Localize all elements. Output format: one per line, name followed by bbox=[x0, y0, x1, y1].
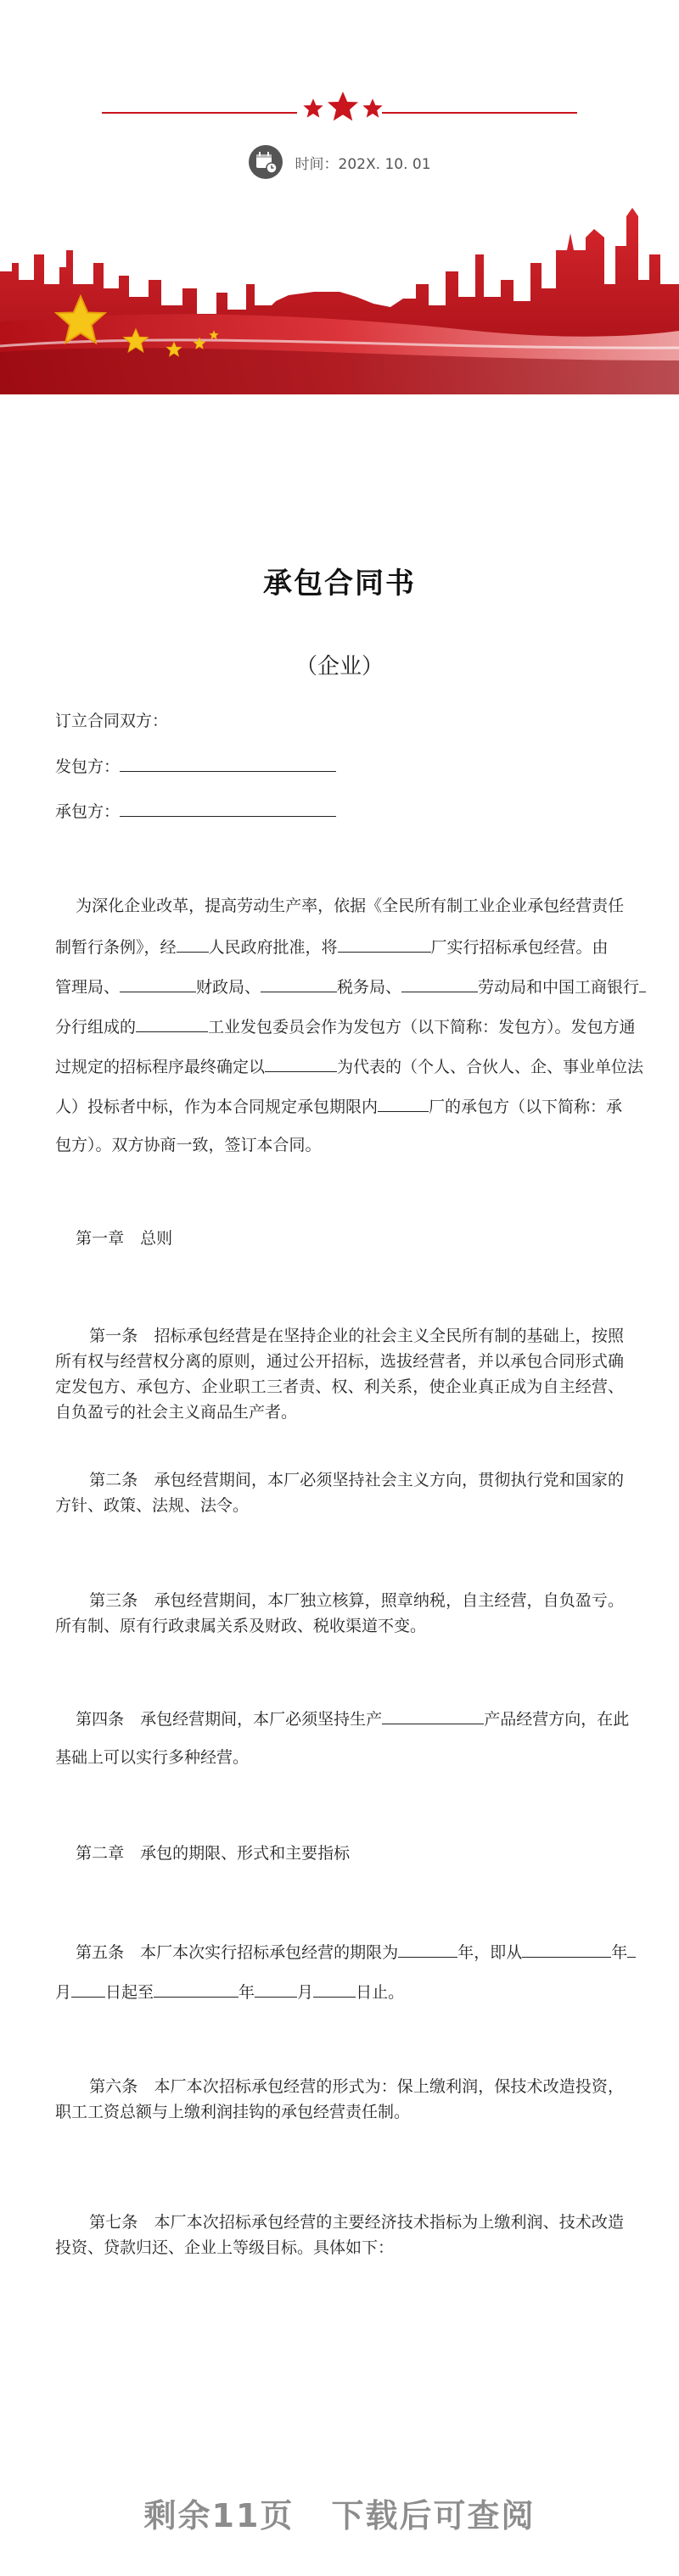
intro-text: 包方）。双方协商一致，签订本合同。 bbox=[55, 1136, 322, 1154]
article-text: 基础上可以实行多种经营。 bbox=[55, 1748, 250, 1767]
intro-text: 管理局、 bbox=[55, 978, 121, 997]
content-fade bbox=[0, 2413, 679, 2464]
intro-text: 过规定的招标程序最终确定以 bbox=[55, 1058, 266, 1076]
intro-text: 厂的承包方（以下简称：承 bbox=[429, 1098, 623, 1116]
blank-field[interactable] bbox=[255, 1978, 297, 1998]
parties-heading: 订立合同双方： bbox=[55, 712, 169, 730]
intro-text: 人民政府批准，将 bbox=[208, 938, 338, 957]
remaining-pages-label: 剩余11页 bbox=[143, 2497, 295, 2534]
chapter-title: 第一章 总则 bbox=[76, 1229, 173, 1248]
article-5-line-2 bbox=[55, 1978, 649, 2005]
header-divider-right bbox=[382, 112, 577, 114]
header-divider-left bbox=[102, 112, 297, 114]
intro-text: 为代表的（个人、合伙人、企、事业单位法 bbox=[337, 1058, 644, 1076]
header-banner bbox=[0, 0, 679, 399]
intro-text: 为深化企业改革，提高劳动生产率，依据《全民所有制工业企业承包经营责任 bbox=[76, 897, 625, 915]
blank-field[interactable] bbox=[627, 1938, 636, 1958]
blank-field[interactable] bbox=[382, 1705, 484, 1724]
article-text: 产品经营方向，在此 bbox=[484, 1710, 630, 1729]
intro-text: 工业发包委员会作为发包方（以下简称：发包方）。发包方通 bbox=[208, 1018, 636, 1037]
chapter-1-heading bbox=[55, 1226, 649, 1251]
article-5-line-1 bbox=[55, 1938, 649, 1965]
contractee-blank[interactable] bbox=[120, 797, 336, 817]
chapter-2-heading bbox=[55, 1841, 649, 1866]
article-text: 第四条 承包经营期间，本厂必须坚持生产 bbox=[76, 1710, 383, 1729]
city-skyline-banner bbox=[0, 204, 679, 394]
document-title: 承包合同书 bbox=[263, 567, 416, 601]
download-footer[interactable] bbox=[0, 2464, 679, 2576]
download-prompt[interactable] bbox=[0, 2489, 679, 2536]
blank-field[interactable] bbox=[338, 933, 431, 953]
article-text: 日止。 bbox=[356, 1983, 405, 2002]
article-text: 第一条 招标承包经营是在坚持企业的社会主义全民所有制的基础上，按照所有权与经营权分离的原则，通过公开招标，选拔经营者，并以承包合同形式确定发包方、承包方、企业职工三者责、权、利关系，使企业真正成为自主经营、自负盈亏的社会主义商品生产者。 bbox=[55, 1327, 624, 1422]
blank-field[interactable] bbox=[398, 1938, 457, 1958]
intro-text: 制暂行条例》，经 bbox=[55, 938, 177, 957]
intro-text: 分行组成的 bbox=[55, 1018, 137, 1037]
blank-field[interactable] bbox=[71, 1978, 105, 1998]
article-4-line-2 bbox=[55, 1745, 649, 1770]
article-text: 月 bbox=[55, 1983, 72, 2002]
article-text: 第七条 本厂本次招标承包经营的主要经济技术指标为上缴利润、技术改造投资、贷款归还、企业上等级目标。具体如下： bbox=[55, 2213, 624, 2257]
intro-line-4 bbox=[55, 1013, 649, 1040]
contractee-label: 承包方： bbox=[55, 802, 121, 821]
article-text: 年 bbox=[238, 1983, 255, 2002]
blank-field[interactable] bbox=[120, 973, 196, 992]
intro-line-7 bbox=[55, 1132, 649, 1158]
article-6 bbox=[55, 2074, 624, 2125]
small-star-icon bbox=[362, 98, 384, 120]
large-star-icon bbox=[326, 90, 360, 124]
article-text: 第三条 承包经营期间，本厂独立核算，照章纳税，自主经营，自负盈亏。所有制、原有行政隶属关系及财政、税收渠道不变。 bbox=[55, 1591, 624, 1635]
contractor-line bbox=[55, 752, 649, 780]
article-text: 月 bbox=[297, 1983, 314, 2002]
blank-field[interactable] bbox=[639, 973, 646, 992]
intro-text: 财政局、 bbox=[196, 978, 261, 997]
blank-field[interactable] bbox=[177, 933, 209, 953]
contractor-blank[interactable] bbox=[120, 752, 336, 772]
intro-line-6 bbox=[55, 1092, 649, 1120]
chapter-title: 第二章 承包的期限、形式和主要指标 bbox=[76, 1844, 351, 1863]
blank-field[interactable] bbox=[261, 973, 337, 992]
contractor-label: 发包方： bbox=[55, 757, 121, 776]
blank-field[interactable] bbox=[401, 973, 478, 992]
article-7 bbox=[55, 2210, 624, 2260]
blank-field[interactable] bbox=[522, 1938, 611, 1958]
article-text: 年，即从 bbox=[457, 1943, 523, 1962]
blank-field[interactable] bbox=[378, 1092, 429, 1112]
calendar-clock-icon bbox=[248, 144, 283, 180]
date-row bbox=[0, 144, 679, 180]
article-3 bbox=[55, 1588, 624, 1639]
article-text: 第五条 本厂本次实行招标承包经营的期限为 bbox=[76, 1943, 399, 1962]
intro-text: 厂实行招标承包经营。由 bbox=[430, 938, 609, 957]
article-text: 第二条 承包经营期间，本厂必须坚持社会主义方向，贯彻执行党和国家的方针、政策、法规、法令。 bbox=[55, 1471, 624, 1515]
intro-text: 人）投标者中标，作为本合同规定承包期限内 bbox=[55, 1098, 379, 1116]
document-subtitle: （企业） bbox=[295, 654, 384, 679]
article-text: 第六条 本厂本次招标承包经营的形式为：保上缴利润，保技术改造投资，职工工资总额与上缴利润挂钩的承包经营责任制。 bbox=[55, 2077, 624, 2121]
blank-field[interactable] bbox=[136, 1013, 208, 1032]
contractee-line bbox=[55, 797, 649, 824]
intro-line-3 bbox=[55, 973, 649, 1000]
article-1 bbox=[55, 1323, 624, 1425]
article-text: 年 bbox=[611, 1943, 628, 1962]
download-to-view-label: 下载后可查阅 bbox=[331, 2497, 536, 2534]
intro-line-2 bbox=[55, 933, 649, 960]
intro-line-5 bbox=[55, 1053, 649, 1080]
intro-text: 税务局、 bbox=[337, 978, 402, 997]
article-2 bbox=[55, 1467, 624, 1518]
intro-text: 劳动局和中国工商银行 bbox=[478, 978, 640, 997]
article-4-line-1 bbox=[55, 1705, 649, 1732]
intro-line-1 bbox=[55, 893, 649, 919]
small-star-icon bbox=[302, 98, 324, 120]
blank-field[interactable] bbox=[154, 1978, 238, 1998]
date-label: 时间：202X. 10. 01 bbox=[295, 155, 431, 173]
blank-field[interactable] bbox=[313, 1978, 356, 1998]
article-text: 日起至 bbox=[105, 1983, 154, 2002]
blank-field[interactable] bbox=[265, 1053, 337, 1072]
